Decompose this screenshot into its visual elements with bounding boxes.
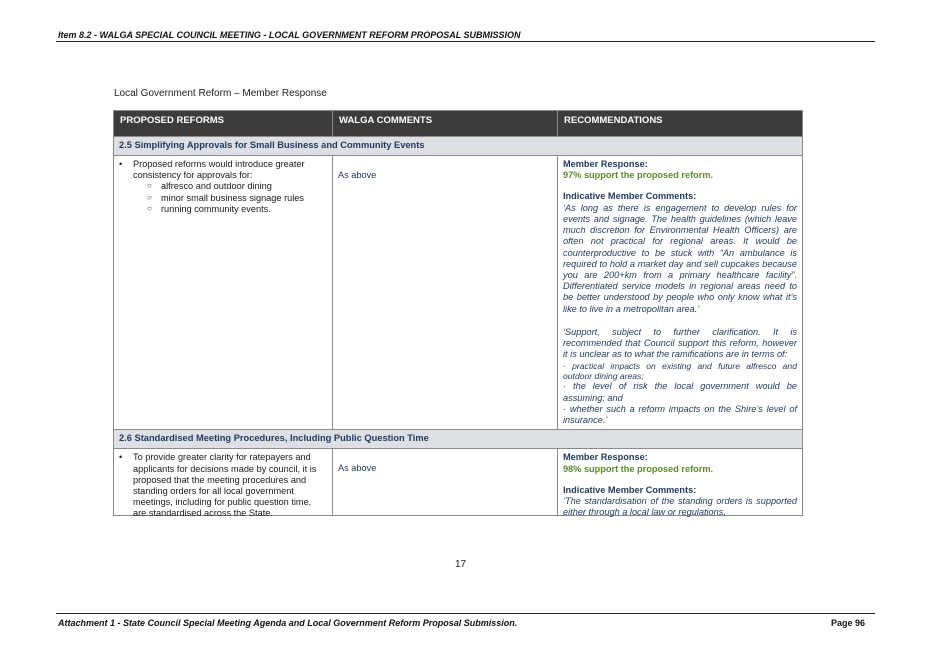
section-heading: 2.6 Standardised Meeting Procedures, Including Public Question Time bbox=[114, 430, 803, 449]
circle-bullet-icon: ○ bbox=[147, 192, 152, 202]
document-title: Local Government Reform – Member Response bbox=[114, 88, 327, 99]
section-row bbox=[114, 137, 803, 156]
header-title: Item 8.2 - WALGA SPECIAL COUNCIL MEETING - LOCAL GOVERNMENT REFORM PROPOSAL SUBMISSION bbox=[58, 30, 521, 40]
member-comment bbox=[563, 327, 797, 427]
comment-point: · practical impacts on existing and future alfresco and outdoor dining areas; bbox=[563, 360, 797, 381]
bullet-icon: • bbox=[119, 159, 123, 169]
reform-sublist bbox=[133, 181, 327, 215]
member-comment-intro: ‘Support, subject to further clarification. It is recommended that Council support this reform, however it is unclear as to what the ramifications are in terms of: bbox=[563, 326, 797, 360]
column-header-recommendations: RECOMMENDATIONS bbox=[558, 111, 803, 137]
walga-comment-text: As above bbox=[338, 463, 377, 474]
list-item-text: minor small business signage rules bbox=[161, 192, 304, 203]
indicative-comments-label: Indicative Member Comments: bbox=[563, 191, 697, 202]
table-header-row bbox=[114, 111, 803, 137]
walga-comment-cell bbox=[333, 449, 558, 516]
reform-cell bbox=[114, 449, 333, 519]
indicative-comments-label: Indicative Member Comments: bbox=[563, 484, 697, 495]
reform-bullet bbox=[119, 452, 327, 519]
list-item-text: running community events. bbox=[161, 203, 271, 214]
walga-comment-cell: As above bbox=[333, 156, 558, 430]
member-response-label: Member Response: bbox=[563, 159, 648, 169]
list-item bbox=[147, 204, 327, 215]
bullet-icon: • bbox=[119, 452, 123, 463]
footer-text: Attachment 1 - State Council Special Meeting Agenda and Local Government Reform Proposal Submission. bbox=[58, 618, 518, 628]
reform-bullet bbox=[119, 159, 327, 215]
member-comment: ‘The standardisation of the standing orders is supported either through a local law or regulations, bbox=[563, 496, 797, 518]
column-header-proposed-reforms: PROPOSED REFORMS bbox=[114, 111, 333, 137]
member-comment: ‘As long as there is engagement to develop rules for events and signage. The health guidelines (which leave much discretion for Environmental Health Officers) are often not practical for regional areas. It would be counterproductive to be stuck with “An ambulance is required to hold a market day and sell cupcakes because you are 200+km from a primary healthcare facility”. Differentiated service models in regional areas need to be better understood by people who only know what it’s like to live in a metropolitan area.’ bbox=[563, 202, 797, 314]
circle-bullet-icon: ○ bbox=[147, 203, 152, 213]
column-header-walga-comments: WALGA COMMENTS bbox=[333, 111, 558, 137]
recommendation-cell bbox=[558, 449, 803, 516]
section-heading: 2.5 Simplifying Approvals for Small Business and Community Events bbox=[114, 137, 803, 156]
reform-intro: Proposed reforms would introduce greater consistency for approvals for: bbox=[133, 159, 305, 181]
recommendation-cell bbox=[558, 156, 803, 430]
footer-divider bbox=[56, 613, 875, 614]
support-percentage: 98% support the proposed reform. bbox=[563, 463, 714, 474]
list-item bbox=[147, 181, 327, 192]
list-item bbox=[147, 193, 327, 204]
page-number: 17 bbox=[455, 559, 467, 570]
comment-point: · whether such a reform impacts on the Shire’s level of insurance.’ bbox=[563, 403, 797, 426]
list-item-text: alfresco and outdoor dining bbox=[161, 181, 272, 192]
table-row bbox=[114, 156, 803, 430]
support-percentage: 97% support the proposed reform. bbox=[563, 170, 714, 181]
comment-point: · the level of risk the local government would be assuming; and bbox=[563, 381, 797, 403]
table-row bbox=[114, 449, 803, 516]
reforms-table bbox=[113, 110, 803, 519]
reform-cell bbox=[114, 156, 333, 430]
reform-intro: To provide greater clarity for ratepayers and applicants for decisions made by council, it is proposed that the meeting procedures and standing orders for all local government meetings, including for public question time, are standardised across the State. bbox=[133, 452, 317, 519]
footer-page-number: Page 96 bbox=[830, 618, 865, 628]
header-divider bbox=[56, 41, 875, 42]
circle-bullet-icon: ○ bbox=[147, 181, 152, 191]
member-response-label: Member Response: bbox=[563, 452, 648, 463]
section-row bbox=[114, 430, 803, 449]
